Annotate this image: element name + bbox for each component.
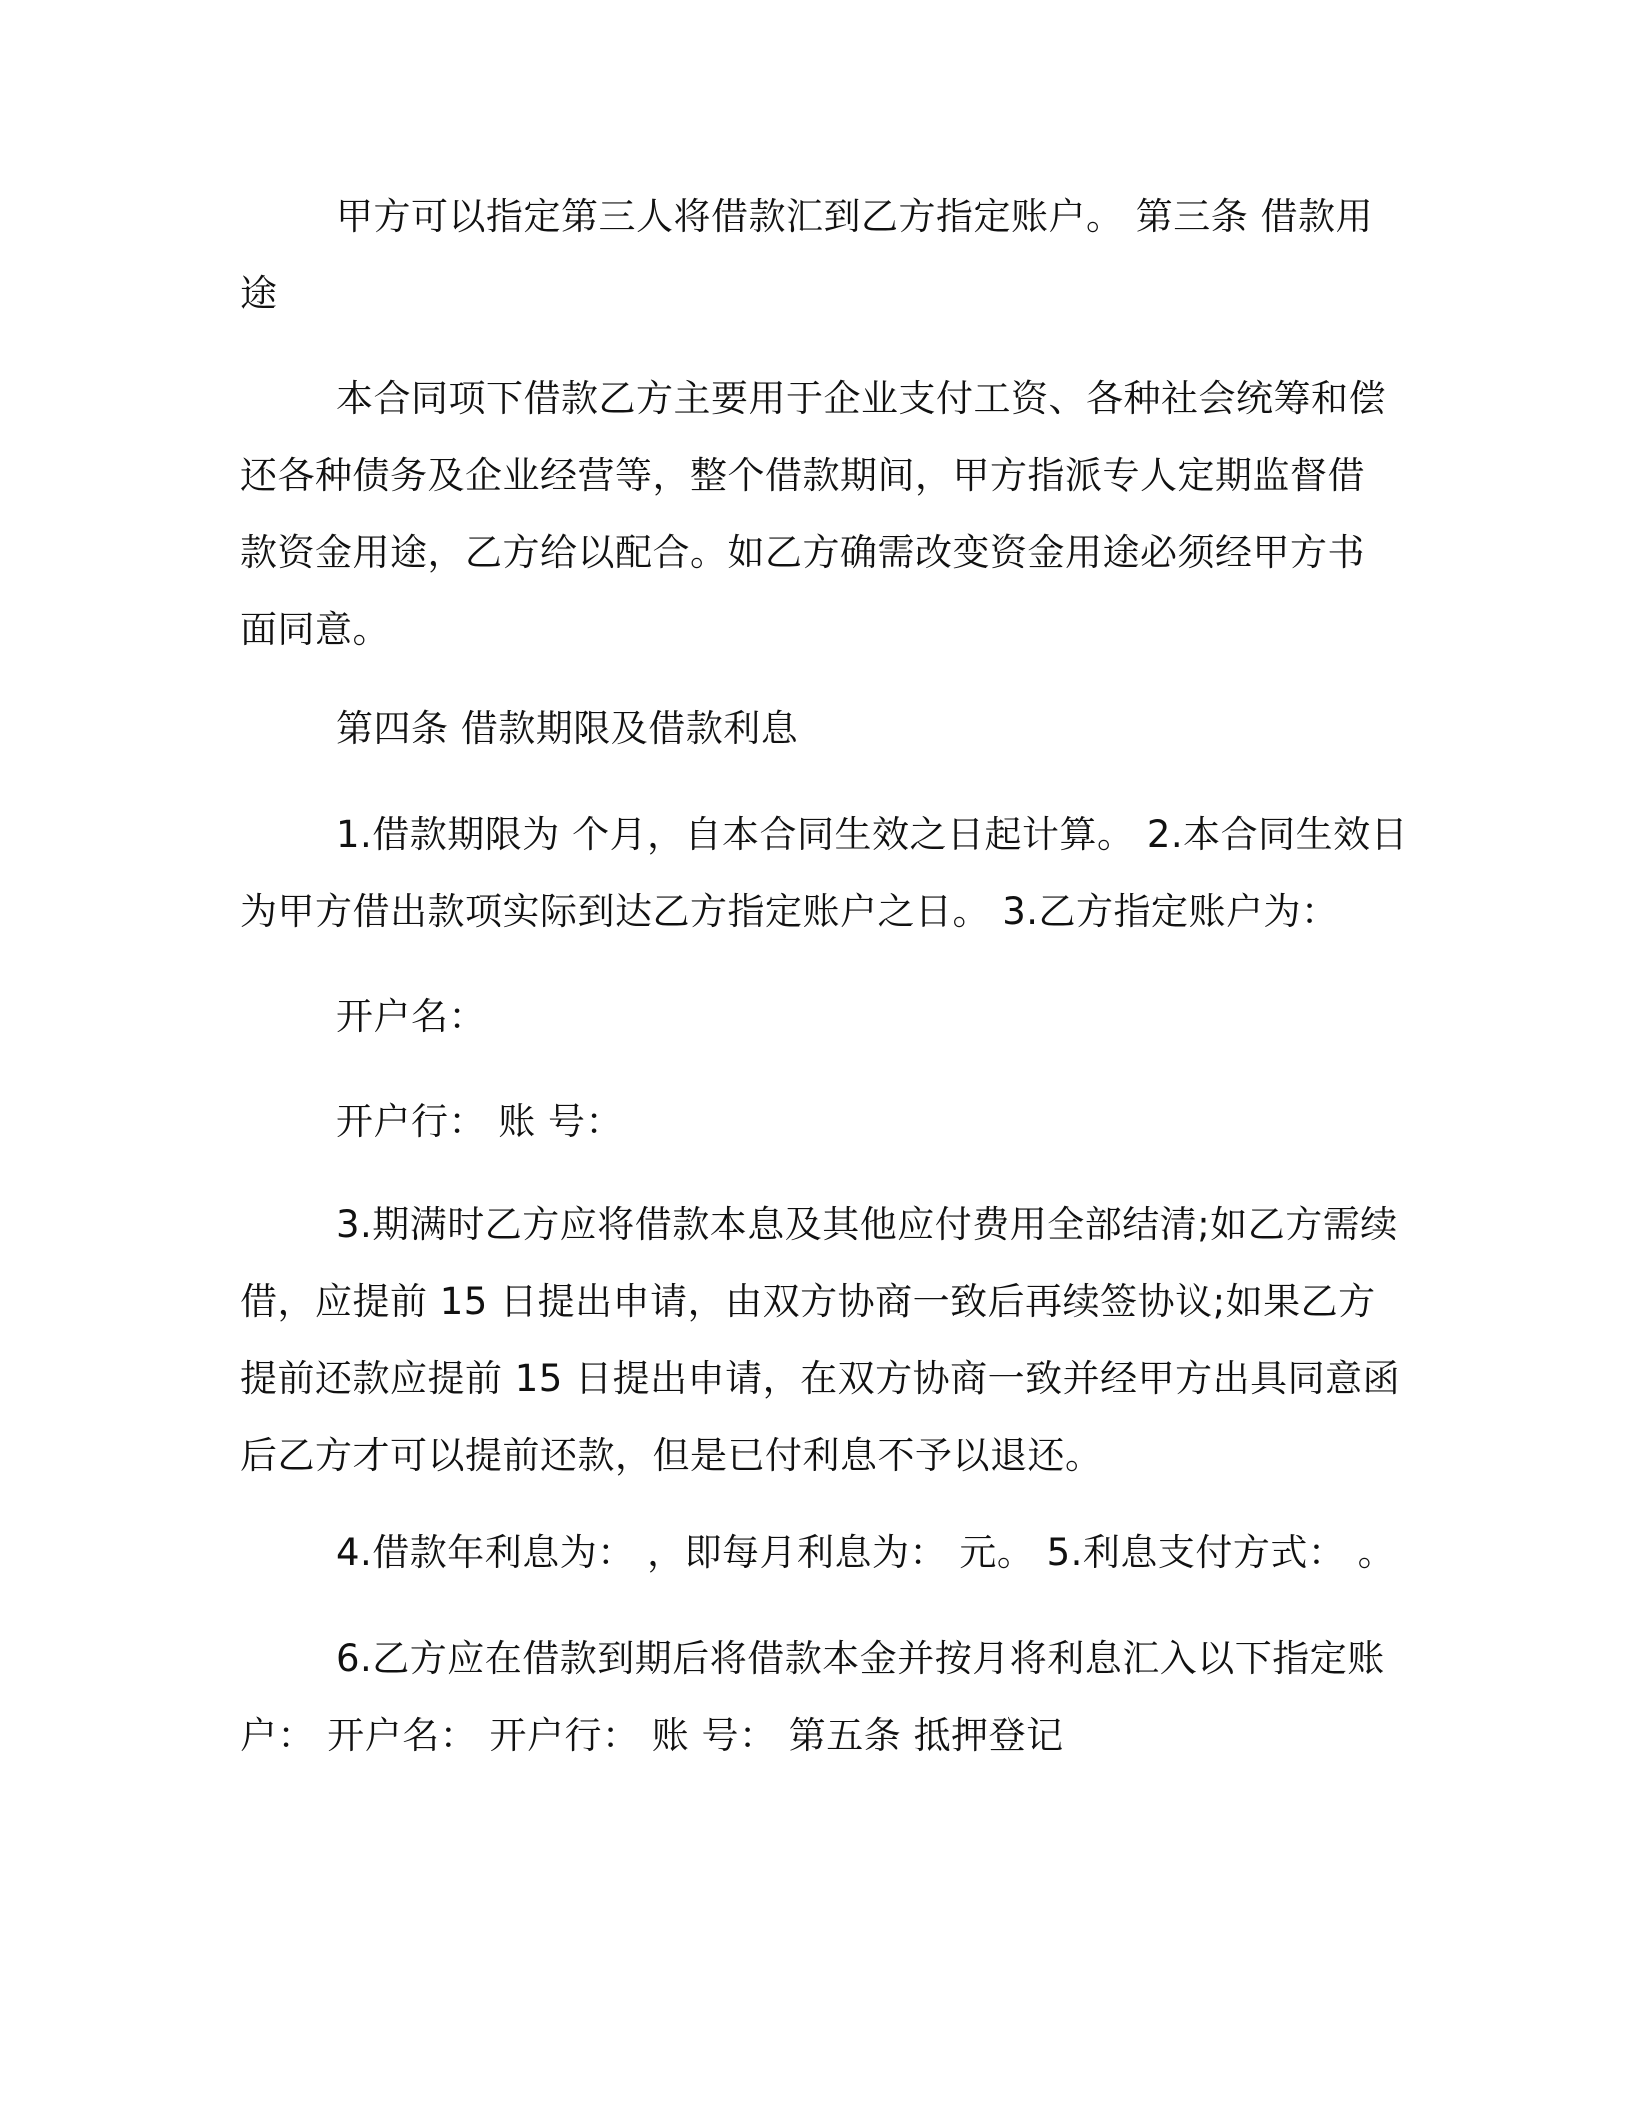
text-line: 6.乙方应在借款到期后将借款本金并按月将利息汇入以下指定账 (336, 1637, 1385, 1680)
text-line: 第四条 借款期限及借款利息 (336, 707, 799, 750)
text-line: 还各种债务及企业经营等，整个借款期间，甲方指派专人定期监督借 (240, 454, 1365, 497)
text-line: 户： 开户名： 开户行： 账 号： 第五条 抵押登记 (240, 1714, 1064, 1757)
text-line: 3.期满时乙方应将借款本息及其他应付费用全部结清;如乙方需续 (336, 1203, 1398, 1246)
section-heading-article-4 (240, 690, 1400, 767)
paragraph-repayment-account (240, 1620, 1400, 1774)
text-line: 途 (240, 272, 278, 315)
text-line: 借，应提前 15 日提出申请，由双方协商一致后再续签协议;如果乙方 (240, 1280, 1376, 1323)
text-line: 甲方可以指定第三人将借款汇到乙方指定账户。 第三条 借款用 (336, 195, 1374, 238)
paragraph-designated-account (240, 178, 1400, 332)
text-line: 开户名： (336, 995, 486, 1038)
text-line: 4.借款年利息为： ，即每月利息为： 元。 5.利息支付方式： 。 (336, 1531, 1396, 1574)
text-line: 本合同项下借款乙方主要用于企业支付工资、各种社会统筹和偿 (336, 377, 1386, 420)
field-account-name (240, 978, 1400, 1055)
text-line: 1.借款期限为 个月，自本合同生效之日起计算。 2.本合同生效日 (336, 813, 1409, 856)
text-line: 后乙方才可以提前还款，但是已付利息不予以退还。 (240, 1434, 1103, 1477)
text-line: 提前还款应提前 15 日提出申请，在双方协商一致并经甲方出具同意函 (240, 1357, 1401, 1400)
text-line: 为甲方借出款项实际到达乙方指定账户之日。 3.乙方指定账户为： (240, 890, 1339, 933)
paragraph-loan-purpose (240, 360, 1400, 668)
text-line: 开户行： 账 号： (336, 1100, 624, 1143)
paragraph-repayment (240, 1186, 1400, 1494)
text-line: 款资金用途，乙方给以配合。如乙方确需改变资金用途必须经甲方书 (240, 531, 1365, 574)
text-line: 面同意。 (240, 608, 390, 651)
paragraph-loan-term (240, 796, 1409, 950)
field-bank-and-account-number (240, 1083, 1400, 1160)
paragraph-interest (240, 1514, 1400, 1591)
